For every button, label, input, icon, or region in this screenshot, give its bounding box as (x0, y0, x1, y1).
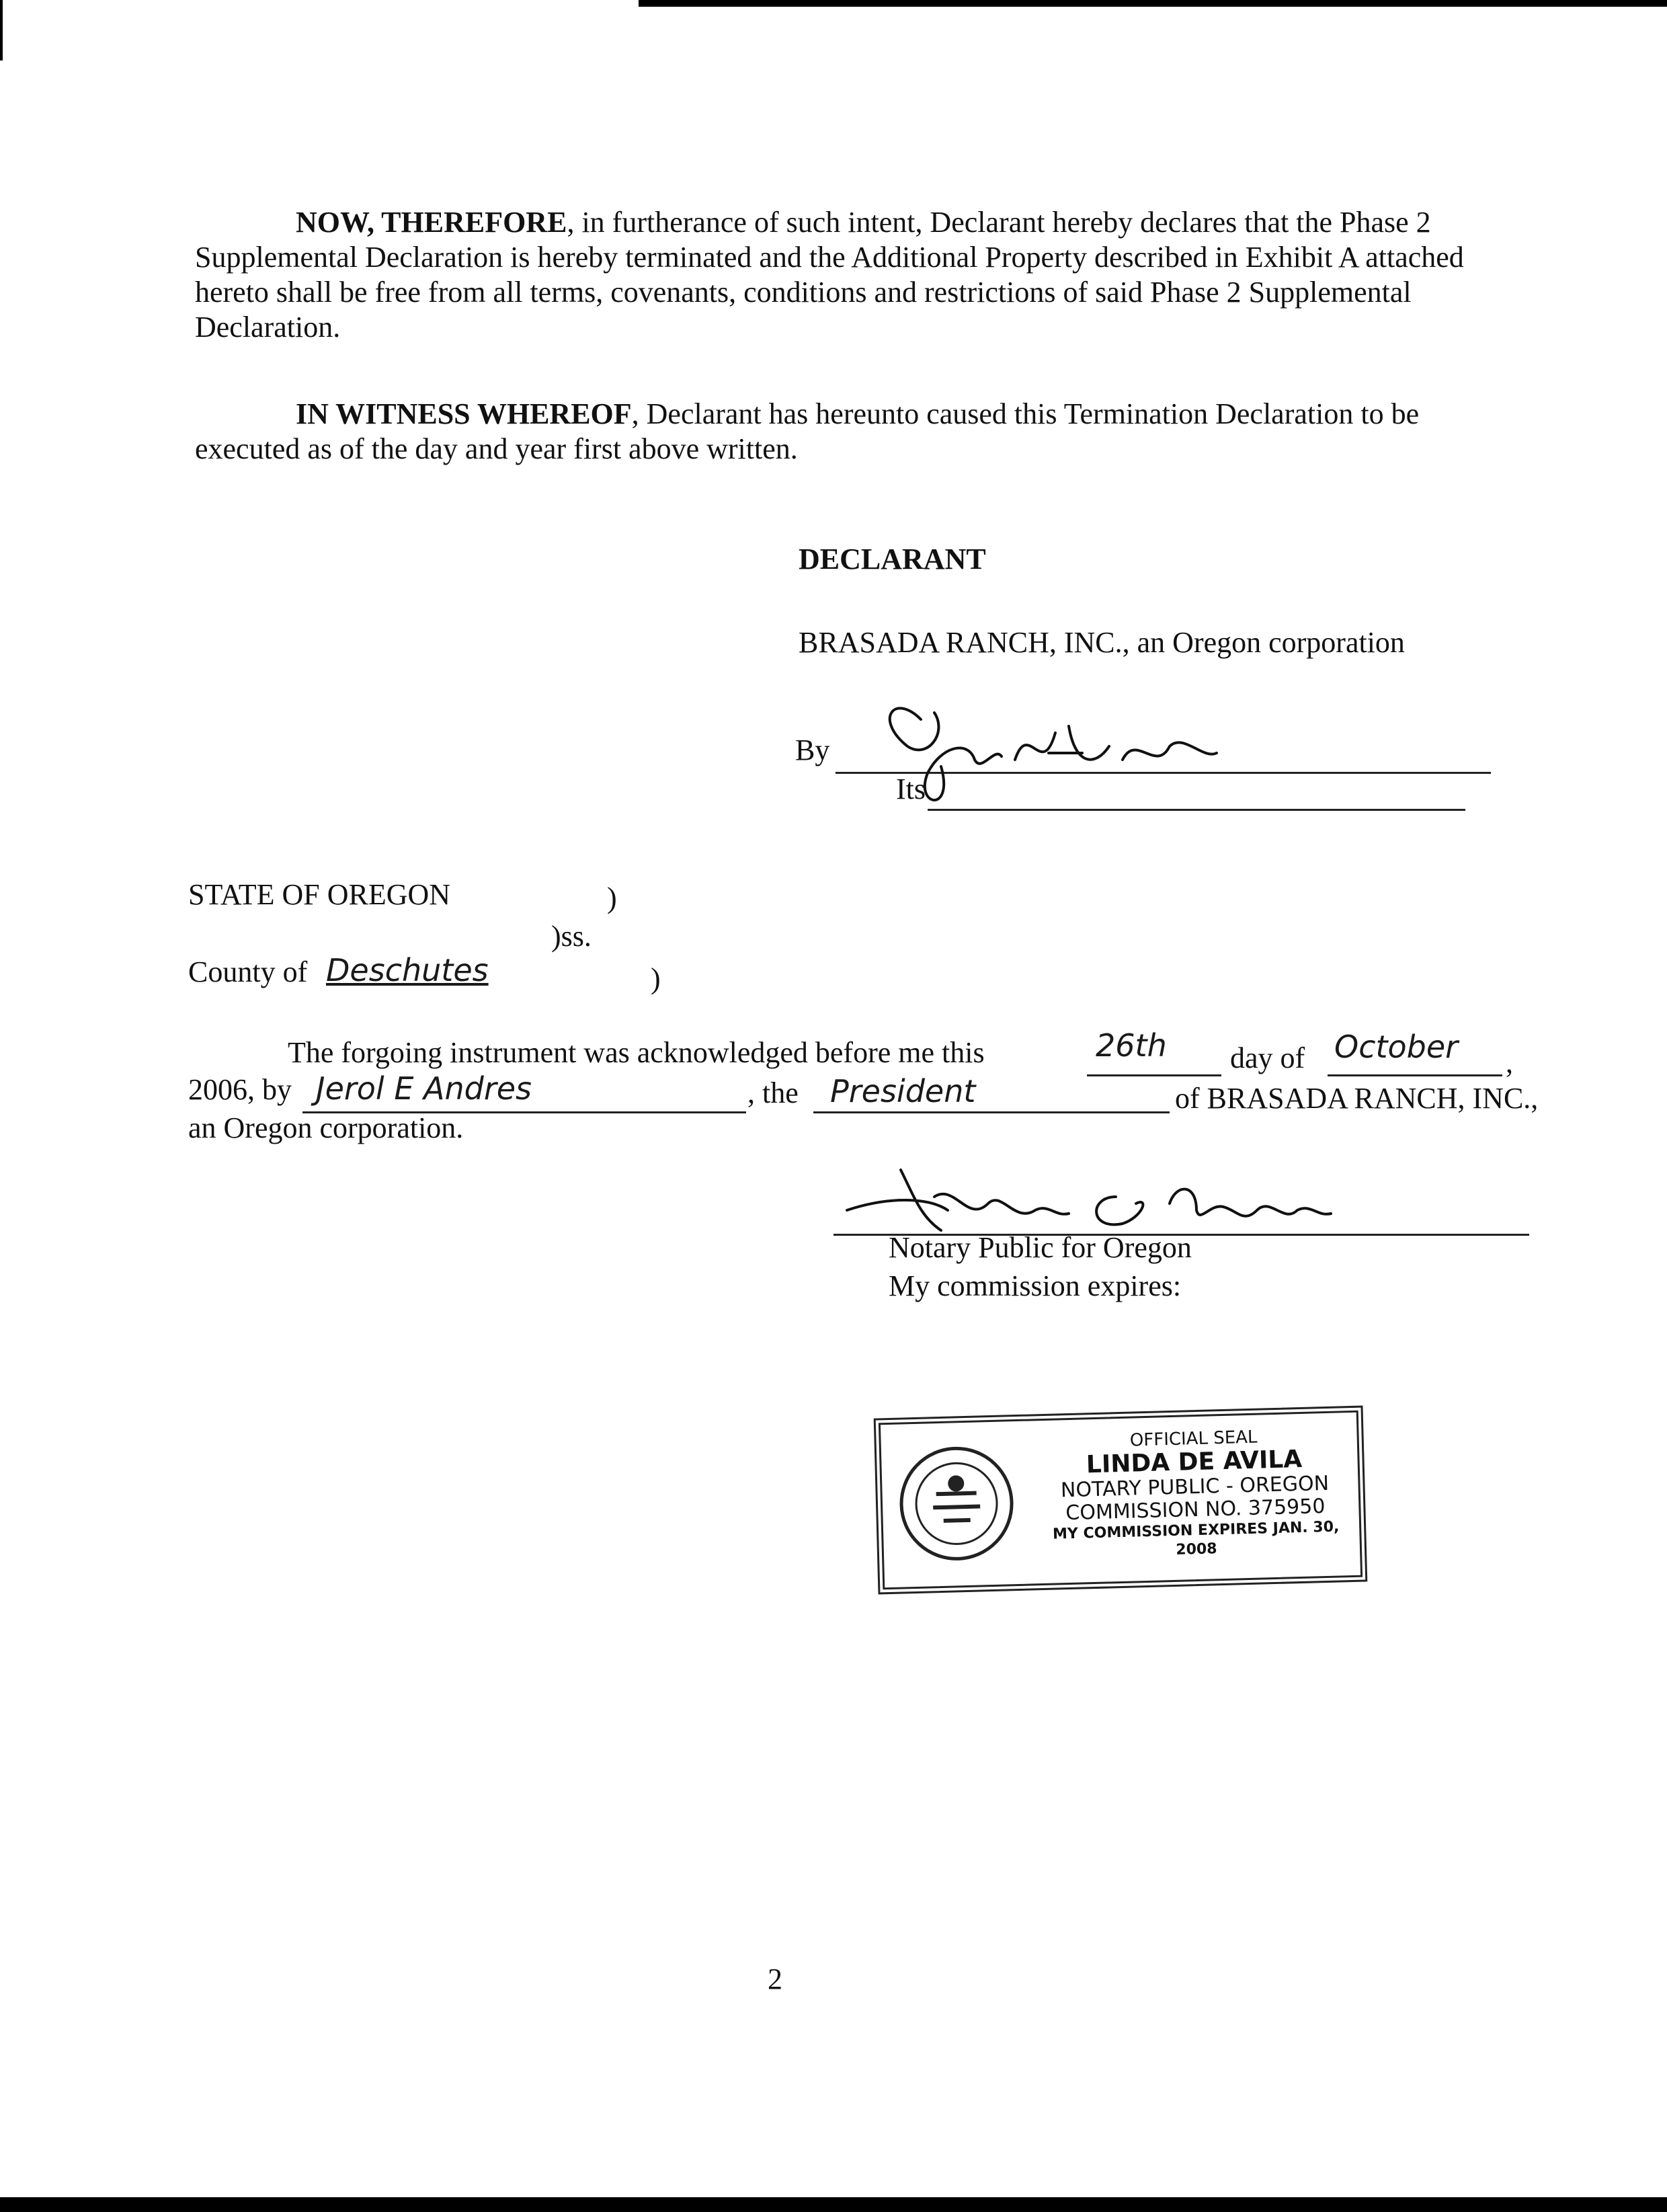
its-line (928, 809, 1465, 811)
notary-public-label: Notary Public for Oregon (889, 1231, 1192, 1264)
its-label: Its (896, 773, 926, 805)
venue-paren-2: ) (651, 962, 661, 995)
declarant-heading: DECLARANT (799, 543, 986, 576)
the-label: , the (747, 1076, 799, 1109)
day-line (1087, 1074, 1221, 1076)
title-handwritten: President (830, 1073, 976, 1109)
paragraph-in-witness (195, 397, 1486, 467)
state-of-oregon: STATE OF OREGON (188, 878, 451, 911)
of-company-label: of BRASADA RANCH, INC., (1175, 1082, 1539, 1115)
seal-line-commission: COMMISSION NO. 375950 (1065, 1495, 1326, 1526)
title-line (813, 1111, 1170, 1113)
page-number: 2 (768, 1963, 782, 1996)
county-label: County of (188, 955, 308, 988)
official-seal-stamp (874, 1406, 1368, 1595)
seal-line-expires: MY COMMISSION EXPIRES JAN. 30, 2008 (1052, 1518, 1340, 1558)
scan-top-edge (639, 0, 1667, 7)
in-witness-lead: IN WITNESS WHEREOF (296, 397, 632, 430)
venue-ss: )ss. (551, 920, 592, 953)
commission-expires-label: My commission expires: (889, 1269, 1182, 1302)
declarant-company: BRASADA RANCH, INC., an Oregon corporation (799, 626, 1405, 659)
seal-line-official: OFFICIAL SEAL (1129, 1427, 1258, 1451)
by-label: By (795, 734, 830, 766)
seal-line-name: LINDA DE AVILA (1086, 1445, 1303, 1479)
day-of-label: day of (1230, 1041, 1305, 1074)
paragraph-now-therefore (195, 205, 1486, 345)
scan-bottom-edge (0, 2197, 1667, 2212)
month-line (1328, 1074, 1502, 1076)
now-therefore-text: , in furtherance of such intent, Declarant hereby declares that the Phase 2 Supplemental Declaration is hereby terminated and the Additional Property described in Exhibit A attached hereto shall be free from all terms, covenants, conditions and restrictions of said Phase 2 Supplemental Declaration. (195, 206, 1464, 344)
scan-left-edge (0, 0, 3, 61)
in-witness-text: , Declarant has hereunto caused this Termination Declaration to be executed as of the day and year first above written. (195, 397, 1420, 465)
month-handwritten: October (1334, 1029, 1459, 1065)
seal-line-notary: NOTARY PUBLIC - OREGON (1060, 1471, 1330, 1503)
venue-paren-1: ) (607, 881, 617, 914)
now-therefore-lead: NOW, THEREFORE (296, 206, 567, 239)
month-comma: , (1506, 1046, 1513, 1079)
year-by-label: 2006, by (188, 1073, 292, 1106)
state-seal-emblem (895, 1441, 1019, 1566)
county-handwritten: Deschutes (326, 952, 489, 988)
name-handwritten: Jerol E Andres (316, 1070, 532, 1107)
corp-line: an Oregon corporation. (188, 1111, 464, 1144)
day-handwritten: 26th (1096, 1027, 1167, 1064)
ack-text: The forgoing instrument was acknowledged before me this (288, 1036, 985, 1069)
